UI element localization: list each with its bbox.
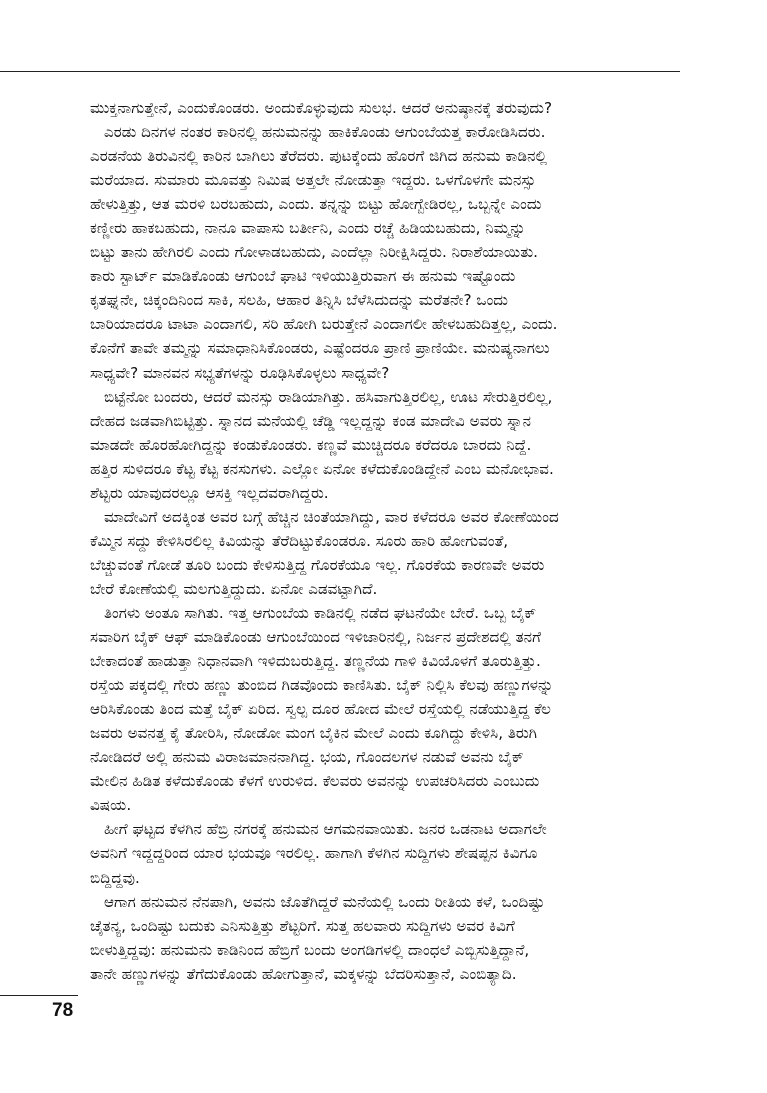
text-line: ಆರಿಸಿಕೊಂಡು ತಿಂದ ಮತ್ತೆ ಬೈಕ್ ಏರಿದ. ಸ್ವಲ್ಪ ದೂರ ಹೋದ ಮೇಲೆ ರಸ್ತೆಯಲ್ಲಿ ನಡೆಯುತ್ತಿದ್ದ ಕೆಲ (90, 700, 551, 719)
text-line: ಮಾದೇವಿಗೆ ಅದಕ್ಕಿಂತ ಅವರ ಬಗ್ಗೆ ಹೆಚ್ಚಿನ ಚಿಂತೆಯಾಗಿದ್ದು, ವಾರ ಕಳೆದರೂ ಅವರ ಕೋಣೆಯಿಂದ (104, 507, 559, 526)
text-line: ಸಾಧ್ಯವೇ? ಮಾನವನ ಸಭ್ಯತೆಗಳನ್ನು ರೂಢಿಸಿಕೊಳ್ಳಲು ಸಾಧ್ಯವೇ? (90, 363, 390, 382)
text-line: ಬಿದ್ದಿದ್ದವು. (90, 868, 140, 887)
text-line: ಮೇಲಿನ ಹಿಡಿತ ಕಳೆದುಕೊಂಡು ಕೆಳಗೆ ಉರುಳಿದ. ಕೆಲವರು ಅವನನ್ನು ಉಪಚರಿಸಿದರು ಎಂಬುದು (90, 772, 540, 791)
text-line: ಕಾರು ಸ್ಟಾರ್ಟ್ ಮಾಡಿಕೊಂಡು ಆಗುಂಬೆ ಘಾಟಿ ಇಳಿಯುತ್ತಿರುವಾಗ ಈ ಹನುಮ ಇಷ್ಟೊಂದು (90, 267, 516, 286)
text-line: ಶೆಟ್ಟರು ಯಾವುದರಲ್ಲೂ ಆಸಕ್ತಿ ಇಲ್ಲದವರಾಗಿದ್ದರು. (90, 483, 329, 502)
text-line: ಮಾಡದೇ ಹೊರಹೋಗಿದ್ದನ್ನು ಕಂಡುಕೊಂಡರು. ಕಣ್ಣವೆ ಮುಚ್ಚಿದರೂ ಕರೆದರೂ ಬಾರದು ನಿದ್ದೆ. (90, 435, 532, 454)
text-line: ಮುಕ್ತನಾಗುತ್ತೇನೆ, ಎಂದುಕೊಂಡರು. ಅಂದುಕೊಳ್ಳುವುದು ಸುಲಭ. ಆದರೆ ಅನುಷ್ಠಾನಕ್ಕೆ ತರುವುದು? (90, 99, 553, 117)
text-line: ಕಣ್ಣೀರು ಹಾಕಬಹುದು, ನಾನೂ ವಾಪಾಸು ಬರ್ತೀನಿ, ಎಂದು ರಚ್ಚೆ ಹಿಡಿಯಬಹುದು, ನಿಮ್ಮನ್ನು (90, 219, 526, 238)
text-line: ಚೈತನ್ಯ, ಒಂದಿಷ್ಟು ಬದುಕು ಎನಿಸುತ್ತಿತ್ತು ಶೆಟ್ಟರಿಗೆ. ಸುತ್ತ ಹಲವಾರು ಸುದ್ದಿಗಳು ಅವರ ಕಿವಿಗೆ (90, 916, 515, 935)
body-text (90, 96, 682, 986)
text-line: ಬೀಳುತ್ತಿದ್ದವು: ಹನುಮನು ಕಾಡಿನಿಂದ ಹೆಬ್ರಿಗೆ ಬಂದು ಅಂಗಡಿಗಳಲ್ಲಿ ದಾಂಧಲೆ ಎಬ್ಬಿಸುತ್ತಿದ್ದಾನೆ, (90, 940, 530, 959)
text-line: ನೋಡಿದರೆ ಅಲ್ಲಿ ಹನುಮ ವಿರಾಜಮಾನನಾಗಿದ್ದ. ಭಯ, ಗೊಂದಲಗಳ ನಡುವೆ ಅವನು ಬೈಕ್ (90, 748, 524, 767)
text-line: ಕೊನೆಗೆ ತಾವೇ ತಮ್ಮನ್ನು ಸಮಾಧಾನಿಸಿಕೊಂಡರು, ಎಷ್ಟೆಂದರೂ ಪ್ರಾಣಿ ಪ್ರಾಣಿಯೇ. ಮನುಷ್ಯನಾಗಲು (90, 339, 550, 358)
text-line: ಮರೆಯಾದ. ಸುಮಾರು ಮೂವತ್ತು ನಿಮಿಷ ಅತ್ತಲೇ ನೋಡುತ್ತಾ ಇದ್ದರು. ಒಳಗೊಳಗೇ ಮನಸ್ಸು (90, 171, 536, 190)
text-line: ಹೀಗೆ ಘಟ್ಟದ ಕೆಳಗಿನ ಹೆಬ್ರಿ ನಗರಕ್ಕೆ ಹನುಮನ ಆಗಮನವಾಯಿತು. ಜನರ ಒಡನಾಟ ಅದಾಗಲೇ (104, 820, 547, 839)
text-line: ಅವನಿಗೆ ಇದ್ದದ್ದರಿಂದ ಯಾರ ಭಯವೂ ಇರಲಿಲ್ಲ. ಹಾಗಾಗಿ ಕೆಳಗಿನ ಸುದ್ದಿಗಳು ಶೇಷಪ್ಪನ ಕಿವಿಗೂ (90, 844, 538, 863)
text-line: ತಿಂಗಳು ಅಂತೂ ಸಾಗಿತು. ಇತ್ತ ಆಗುಂಬೆಯ ಕಾಡಿನಲ್ಲಿ ನಡೆದ ಘಟನೆಯೇ ಬೇರೆ. ಒಬ್ಬ ಬೈಕ್ (104, 603, 537, 622)
page-number: 78 (52, 1000, 74, 1021)
text-line: ಕೃತಘ್ನನೇ, ಚಿಕ್ಕಂದಿನಿಂದ ಸಾಕಿ, ಸಲಹಿ, ಆಹಾರ ತಿನ್ನಿಸಿ ಬೆಳೆಸಿದುದನ್ನು ಮರೆತನೇ? ಒಂದು (90, 291, 508, 310)
text-line: ಕೆಮ್ಮಿನ ಸದ್ದು ಕೇಳಿಸಿರಲಿಲ್ಲ ಕಿವಿಯನ್ನು ತೆರೆದಿಟ್ಟುಕೊಂಡರೂ. ಸೂರು ಹಾರಿ ಹೋಗುವಂತೆ, (90, 531, 509, 550)
text-line: ಹೇಳುತ್ತಿತ್ತು, ಆತ ಮರಳಿ ಬರಬಹುದು, ಎಂದು. ತನ್ನನ್ನು ಬಿಟ್ಟು ಹೋಗ್ಬೇಡಿರಲ್ಲ, ಒಬ್ಬನ್ನೇ ಎಂದು (90, 195, 542, 214)
text-line: ಬೆಚ್ಚುವಂತೆ ಗೋಡೆ ತೂರಿ ಬಂದು ಕೇಳಿಸುತ್ತಿದ್ದ ಗೊರಕೆಯೂ ಇಲ್ಲ. ಗೊರಕೆಯ ಕಾರಣವೇ ಅವರು (90, 555, 545, 574)
text-line: ಬಾರಿಯಾದರೂ ಟಾಟಾ ಎಂದಾಗಲಿ, ಸರಿ ಹೋಗಿ ಬರುತ್ತೇನೆ ಎಂದಾಗಲೀ ಹೇಳಬಹುದಿತ್ತಲ್ಲ, ಎಂದು. (90, 315, 558, 334)
text-line: ಆಗಾಗ ಹನುಮನ ನೆನಪಾಗಿ, ಅವನು ಜೊತೆಗಿದ್ದರೆ ಮನೆಯಲ್ಲಿ ಒಂದು ರೀತಿಯ ಕಳೆ, ಒಂದಿಷ್ಟು (104, 892, 545, 911)
text-line: ಎರಡು ದಿನಗಳ ನಂತರ ಕಾರಿನಲ್ಲಿ ಹನುಮನನ್ನು ಹಾಕಿಕೊಂಡು ಆಗುಂಬೆಯತ್ತ ಕಾರೋಡಿಸಿದರು. (104, 123, 546, 142)
text-line: ಎರಡನೆಯ ತಿರುವಿನಲ್ಲಿ ಕಾರಿನ ಬಾಗಿಲು ತೆರೆದರು. ಪುಟಕ್ಕೆಂದು ಹೊರಗೆ ಜಿಗಿದ ಹನುಮ ಕಾಡಿನಲ್ಲಿ (90, 147, 548, 166)
text-line: ದೇಹದ ಜಡವಾಗಿಬಿಟ್ಟಿತ್ತು. ಸ್ನಾನದ ಮನೆಯಲ್ಲಿ ಚೆಡ್ಡಿ ಇಲ್ಲದ್ದನ್ನು ಕಂಡ ಮಾದೇವಿ ಅವರು ಸ್ನಾನ (90, 411, 532, 430)
text-line: ಬಿಟ್ಟು ತಾನು ಹೇಗಿರಲಿ ಎಂದು ಗೋಳಾಡಬಹುದು, ಎಂದೆಲ್ಲಾ ನಿರೀಕ್ಷಿಸಿದ್ದರು. ನಿರಾಶೆಯಾಯಿತು. (90, 243, 539, 262)
text-line: ವಿಷಯ. (90, 796, 132, 815)
header-rule (0, 71, 680, 72)
text-line: ಬೇಕಾದಂತೆ ಹಾಡುತ್ತಾ ನಿಧಾನವಾಗಿ ಇಳಿದುಬರುತ್ತಿದ್ದ. ತಣ್ಣನೆಯ ಗಾಳಿ ಕಿವಿಯೊಳಗೆ ತೂರುತ್ತಿತ್ತು. (90, 652, 541, 671)
text-line: ಜವರು ಅವನತ್ತ ಕೈ ತೋರಿಸಿ, ನೋಡೋ ಮಂಗ ಬೈಕಿನ ಮೇಲೆ ಎಂದು ಕೂಗಿದ್ದು ಕೇಳಿಸಿ, ತಿರುಗಿ (90, 724, 538, 743)
text-line: ಸವಾರಿಗ ಬೈಕ್ ಆಫ್ ಮಾಡಿಕೊಂಡು ಆಗುಂಬೆಯಿಂದ ಇಳಿಜಾರಿನಲ್ಲಿ, ನಿರ್ಜನ ಪ್ರದೇಶದಲ್ಲಿ ತನಗೆ (90, 628, 541, 647)
footer-rule (0, 995, 78, 996)
text-line: ಹತ್ತಿರ ಸುಳಿದರೂ ಕೆಟ್ಟ ಕೆಟ್ಟ ಕನಸುಗಳು. ಎಲ್ಲೋ ಏನೋ ಕಳೆದುಕೊಂಡಿದ್ದೇನೆ ಎಂಬ ಮನೋಭಾವ. (90, 459, 554, 478)
text-line: ಬಿಟ್ಟೆನೋ ಬಂದರು, ಆದರೆ ಮನಸ್ಸು ರಾಡಿಯಾಗಿತ್ತು. ಹಸಿವಾಗುತ್ತಿರಲಿಲ್ಲ, ಊಟ ಸೇರುತ್ತಿರಲಿಲ್ಲ, (104, 387, 553, 406)
text-line: ತಾನೇ ಹಣ್ಣುಗಳನ್ನು ತೆಗೆದುಕೊಂಡು ಹೋಗುತ್ತಾನೆ, ಮಕ್ಕಳನ್ನು ಬೆದರಿಸುತ್ತಾನೆ, ಎಂಬಿತ್ಯಾದಿ. (90, 964, 517, 983)
text-line: ರಸ್ತೆಯ ಪಕ್ಕದಲ್ಲಿ ಗೇರು ಹಣ್ಣು ತುಂಬಿದ ಗಿಡವೊಂದು ಕಾಣಿಸಿತು. ಬೈಕ್ ನಿಲ್ಲಿಸಿ ಕೆಲವು ಹಣ್ಣುಗಳನ್ನು (90, 676, 554, 695)
text-line: ಬೇರೆ ಕೋಣೆಯಲ್ಲಿ ಮಲಗುತ್ತಿದ್ದುದು. ಏನೋ ಎಡವಟ್ಟಾಗಿದೆ. (90, 579, 378, 598)
